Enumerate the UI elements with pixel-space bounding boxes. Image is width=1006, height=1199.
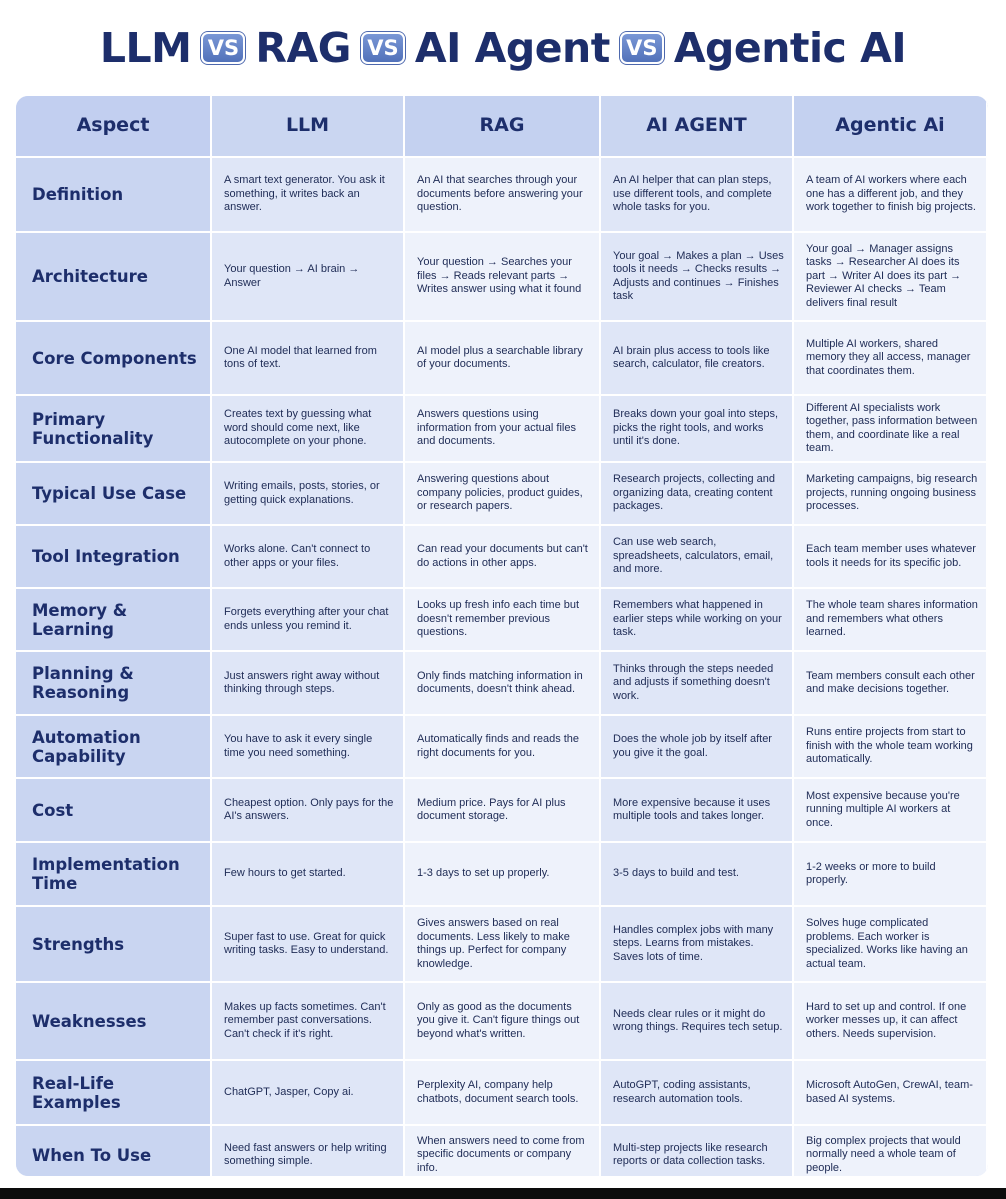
llm-cell: Just answers right away without thinking through steps. (212, 652, 405, 716)
aspect-label: Core Components (16, 322, 212, 396)
rag-cell: Automatically finds and reads the right documents for you. (405, 716, 601, 779)
agentic-ai-cell: Different AI specialists work together, pass information between them, and coordinate like a real team. (794, 396, 988, 463)
ai-agent-cell: AutoGPT, coding assistants, research automation tools. (601, 1061, 794, 1126)
ai-agent-cell: Can use web search, spreadsheets, calculators, email, and more. (601, 526, 794, 589)
aspect-label: Real-Life Examples (16, 1061, 212, 1126)
agentic-ai-cell: The whole team shares information and remembers what others learned. (794, 589, 988, 652)
aspect-label: Architecture (16, 233, 212, 322)
rag-cell: Gives answers based on real documents. Less likely to make things up. Perfect for company knowledge. (405, 907, 601, 983)
ai-agent-cell: Breaks down your goal into steps, picks the right tools, and works until it's done. (601, 396, 794, 463)
aspect-label: Memory & Learning (16, 589, 212, 652)
llm-cell: You have to ask it every single time you need something. (212, 716, 405, 779)
ai-agent-cell: AI brain plus access to tools like search, calculator, file creators. (601, 322, 794, 396)
ai-agent-cell: More expensive because it uses multiple tools and takes longer. (601, 779, 794, 843)
aspect-label: Weaknesses (16, 983, 212, 1061)
rag-cell: Can read your documents but can't do actions in other apps. (405, 526, 601, 589)
agentic-ai-cell: Hard to set up and control. If one worker messes up, it can affect others. Needs supervision. (794, 983, 988, 1061)
ai-agent-cell: Research projects, collecting and organizing data, creating content packages. (601, 463, 794, 526)
rag-cell: 1-3 days to set up properly. (405, 843, 601, 907)
ai-agent-cell: Your goal → Makes a plan → Uses tools it needs → Checks results → Adjusts and continues → Finishes task (601, 233, 794, 322)
agentic-ai-cell: Team members consult each other and make decisions together. (794, 652, 988, 716)
llm-cell: Cheapest option. Only pays for the AI's answers. (212, 779, 405, 843)
aspect-label: Cost (16, 779, 212, 843)
ai-agent-cell: Needs clear rules or it might do wrong things. Requires tech setup. (601, 983, 794, 1061)
rag-cell: Perplexity AI, company help chatbots, document search tools. (405, 1061, 601, 1126)
rag-cell: Only finds matching information in documents, doesn't think ahead. (405, 652, 601, 716)
ai-agent-cell: Does the whole job by itself after you give it the goal. (601, 716, 794, 779)
agentic-ai-cell: Big complex projects that would normally need a whole team of people. (794, 1126, 988, 1176)
llm-cell: Need fast answers or help writing something simple. (212, 1126, 405, 1176)
title-llm: LLM (99, 24, 192, 72)
agentic-ai-cell: 1-2 weeks or more to build properly. (794, 843, 988, 907)
comparison-table (16, 96, 988, 1176)
rag-cell: Looks up fresh info each time but doesn't remember previous questions. (405, 589, 601, 652)
title-agentic-ai: Agentic AI (673, 24, 907, 72)
llm-cell: Writing emails, posts, stories, or getting quick explanations. (212, 463, 405, 526)
agentic-ai-cell: Most expensive because you're running multiple AI workers at once. (794, 779, 988, 843)
ai-agent-cell: An AI helper that can plan steps, use different tools, and complete whole tasks for you. (601, 158, 794, 233)
vs-badge: VS (361, 32, 405, 64)
vs-badge: VS (620, 32, 664, 64)
aspect-label: Tool Integration (16, 526, 212, 589)
title-ai-agent: AI Agent (414, 24, 610, 72)
header-agentic-ai: Agentic Ai (794, 96, 988, 158)
bottom-border (0, 1188, 1006, 1199)
llm-cell: Makes up facts sometimes. Can't remember past conversations. Can't check if it's right. (212, 983, 405, 1061)
rag-cell: AI model plus a searchable library of your documents. (405, 322, 601, 396)
agentic-ai-cell: Marketing campaigns, big research projects, running ongoing business processes. (794, 463, 988, 526)
ai-agent-cell: Multi-step projects like research reports or data collection tasks. (601, 1126, 794, 1176)
agentic-ai-cell: Multiple AI workers, shared memory they all access, manager that coordinates them. (794, 322, 988, 396)
aspect-label: Planning & Reasoning (16, 652, 212, 716)
header-llm: LLM (212, 96, 405, 158)
aspect-label: When To Use (16, 1126, 212, 1176)
aspect-label: Implementation Time (16, 843, 212, 907)
agentic-ai-cell: Microsoft AutoGen, CrewAI, team-based AI systems. (794, 1061, 988, 1126)
agentic-ai-cell: Each team member uses whatever tools it needs for its specific job. (794, 526, 988, 589)
header-rag: RAG (405, 96, 601, 158)
header-aspect: Aspect (16, 96, 212, 158)
rag-cell: Only as good as the documents you give it. Can't figure things out beyond what's written. (405, 983, 601, 1061)
aspect-label: Definition (16, 158, 212, 233)
ai-agent-cell: Remembers what happened in earlier steps while working on your task. (601, 589, 794, 652)
llm-cell: Creates text by guessing what word should come next, like autocomplete on your phone. (212, 396, 405, 463)
llm-cell: ChatGPT, Jasper, Copy ai. (212, 1061, 405, 1126)
llm-cell: Your question → AI brain → Answer (212, 233, 405, 322)
page-title (0, 0, 1006, 96)
header-ai-agent: AI AGENT (601, 96, 794, 158)
agentic-ai-cell: A team of AI workers where each one has a different job, and they work together to finish big projects. (794, 158, 988, 233)
aspect-label: Primary Functionality (16, 396, 212, 463)
llm-cell: Forgets everything after your chat ends unless you remind it. (212, 589, 405, 652)
llm-cell: A smart text generator. You ask it something, it writes back an answer. (212, 158, 405, 233)
agentic-ai-cell: Solves huge complicated problems. Each worker is specialized. Works like having an actual team. (794, 907, 988, 983)
ai-agent-cell: Thinks through the steps needed and adjusts if something doesn't work. (601, 652, 794, 716)
ai-agent-cell: 3-5 days to build and test. (601, 843, 794, 907)
llm-cell: Super fast to use. Great for quick writing tasks. Easy to understand. (212, 907, 405, 983)
aspect-label: Typical Use Case (16, 463, 212, 526)
agentic-ai-cell: Runs entire projects from start to finish with the whole team working automatically. (794, 716, 988, 779)
rag-cell: Answers questions using information from your actual files and documents. (405, 396, 601, 463)
rag-cell: Answering questions about company policies, product guides, or research papers. (405, 463, 601, 526)
aspect-label: Strengths (16, 907, 212, 983)
rag-cell: When answers need to come from specific documents or company info. (405, 1126, 601, 1176)
llm-cell: Works alone. Can't connect to other apps or your files. (212, 526, 405, 589)
vs-badge: VS (201, 32, 245, 64)
llm-cell: Few hours to get started. (212, 843, 405, 907)
aspect-label: Automation Capability (16, 716, 212, 779)
rag-cell: Medium price. Pays for AI plus document storage. (405, 779, 601, 843)
agentic-ai-cell: Your goal → Manager assigns tasks → Researcher AI does its part → Writer AI does its part → Reviewer AI checks → Team delivers final result (794, 233, 988, 322)
rag-cell: Your question → Searches your files → Reads relevant parts → Writes answer using what it found (405, 233, 601, 322)
llm-cell: One AI model that learned from tons of text. (212, 322, 405, 396)
rag-cell: An AI that searches through your documents before answering your question. (405, 158, 601, 233)
title-rag: RAG (255, 24, 351, 72)
ai-agent-cell: Handles complex jobs with many steps. Learns from mistakes. Saves lots of time. (601, 907, 794, 983)
